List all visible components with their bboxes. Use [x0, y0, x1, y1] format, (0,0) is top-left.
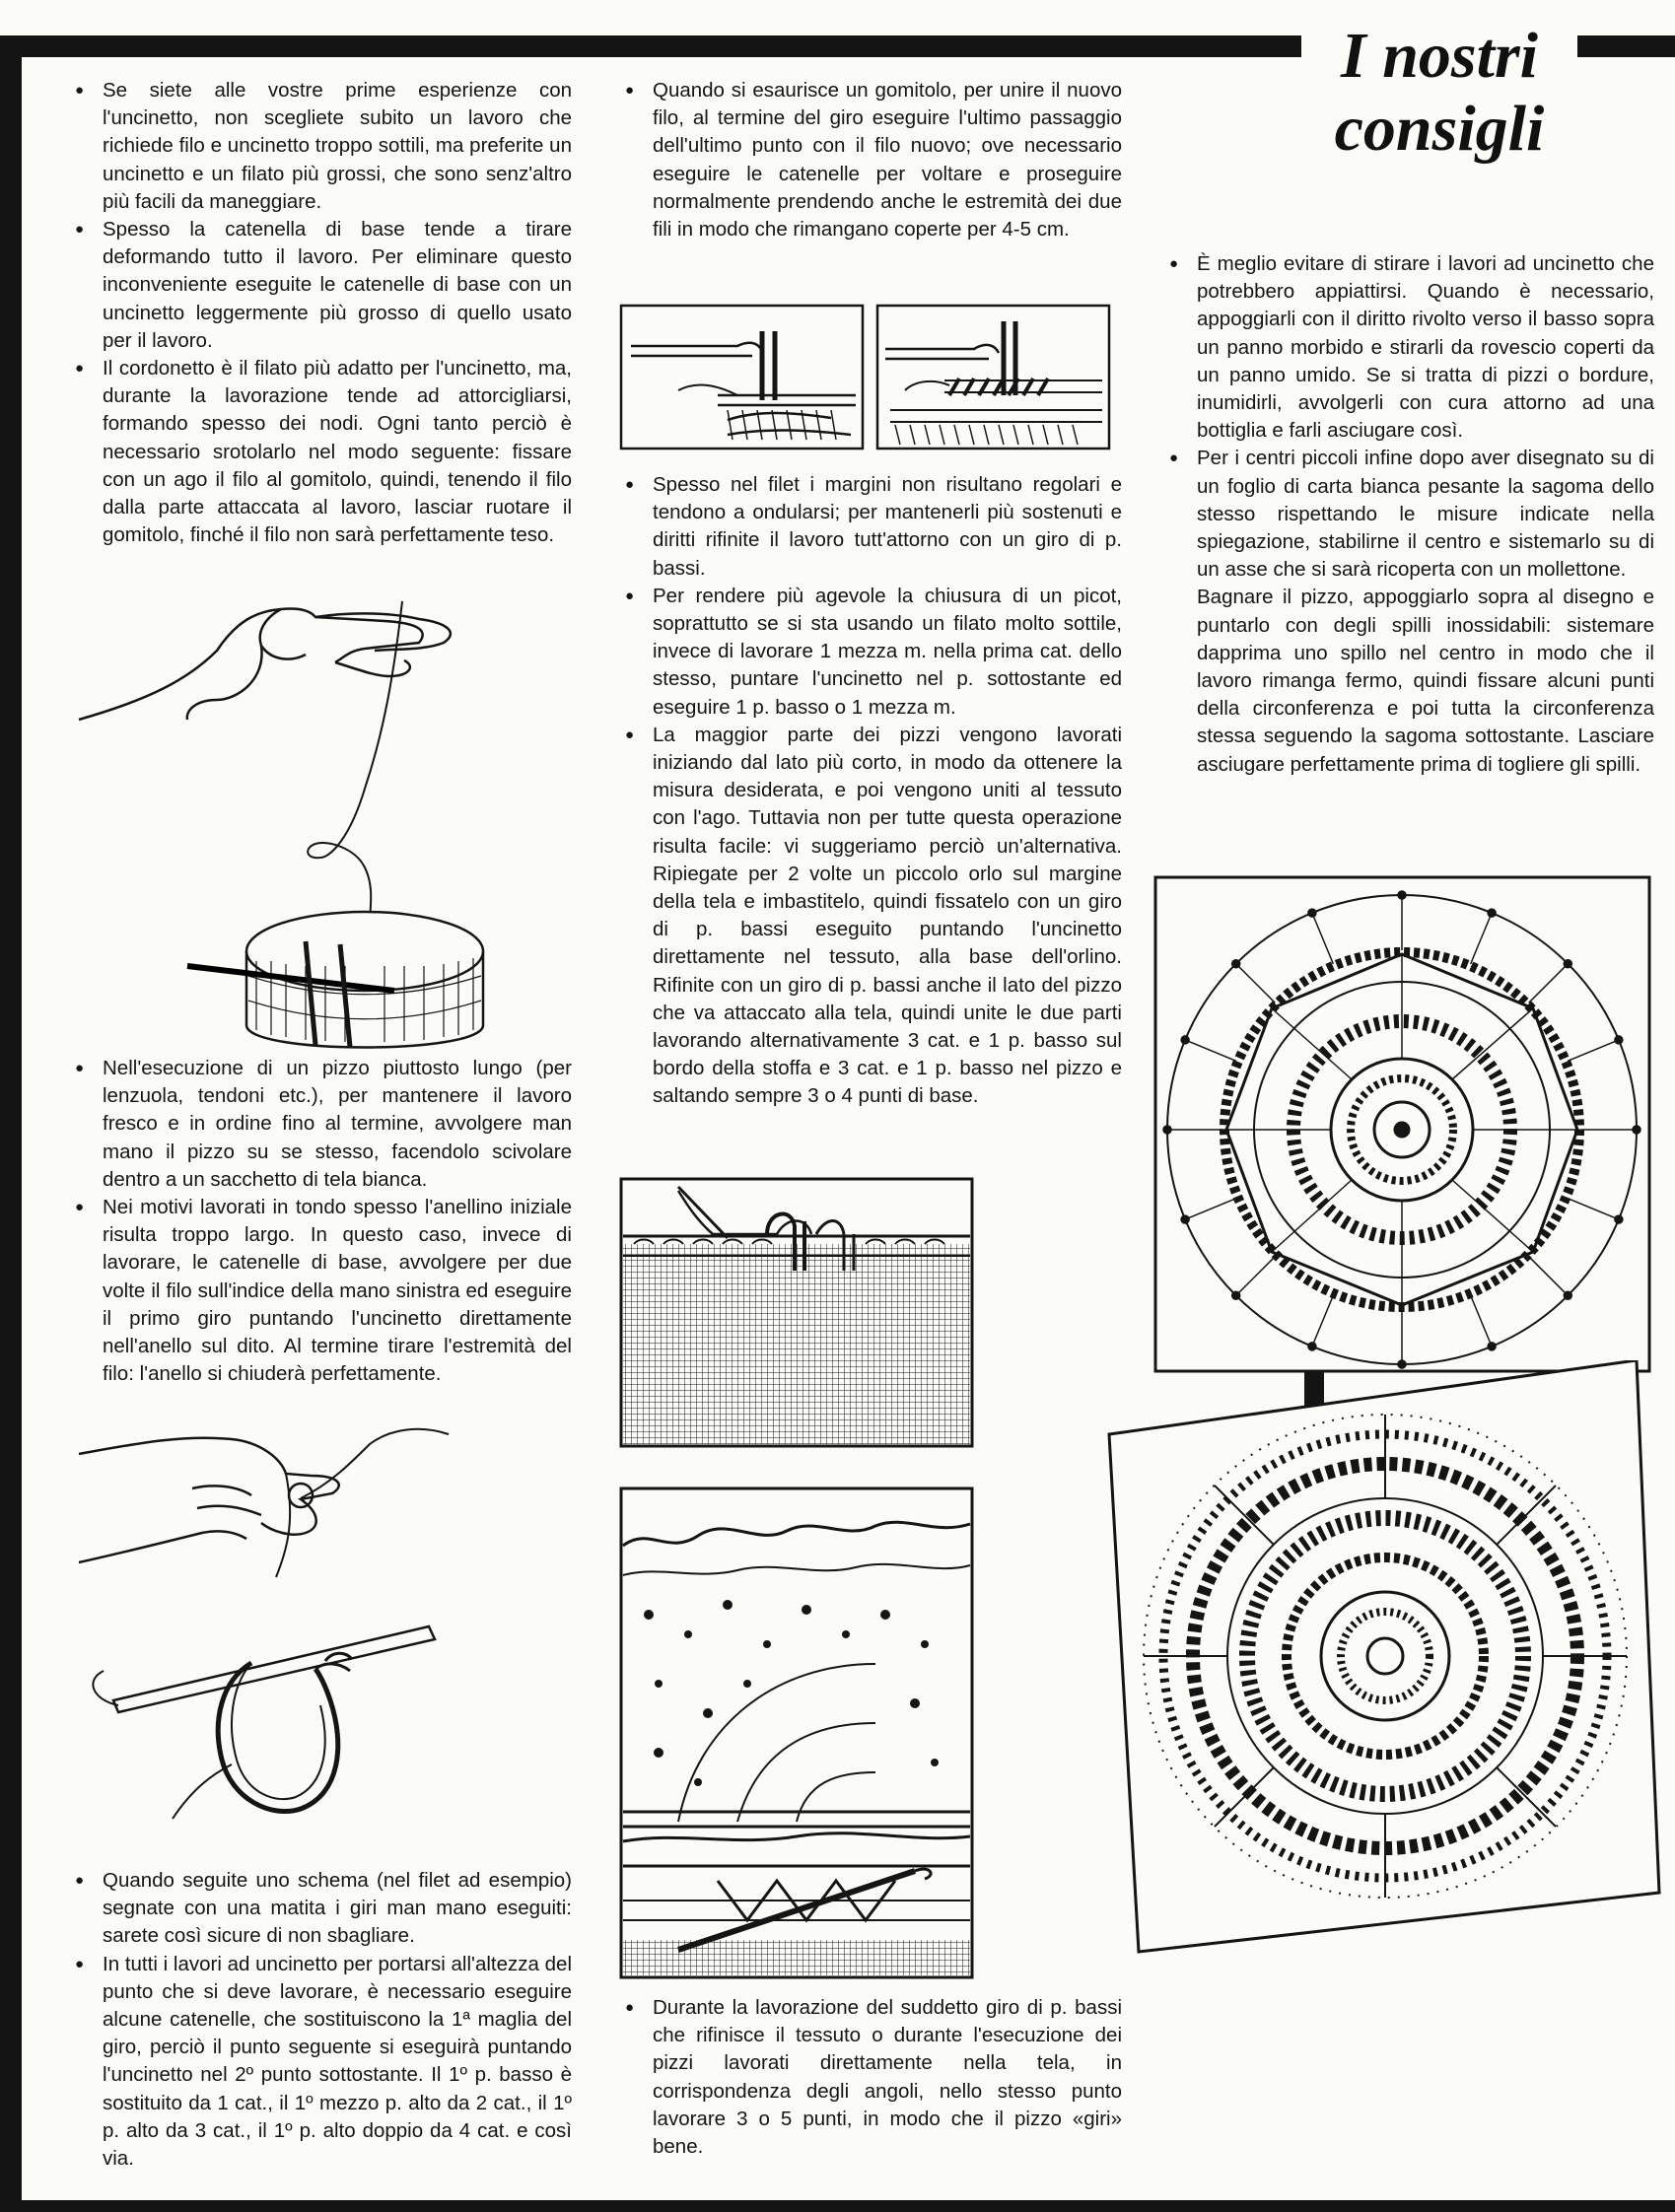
column-1-block-3	[69, 1867, 572, 2173]
pin-head	[1181, 1215, 1189, 1223]
tip-paragraph: Bagnare il pizzo, appoggiarlo sopra al disegno e puntarlo con degli spilli inossidabili: sistemare dapprima uno spillo nel centro in modo che il lavoro rimanga fermo, quindi fissare alcuni punti della circonferenza e poi tutta la circonferenza stessa seguendo la sagoma sottostante. Lasciare asciugare perfettamente prima di togliere gli spilli.	[1197, 586, 1654, 776]
tip-item: ● Per rendere più agevole la chiusura di un picot, soprattutto se si sta usando un filato molto sottile, invece di lavorare 1 mezza m. nella prima cat. dello stesso, puntare l'uncinetto nel p. sottostante ed eseguire 1 p. basso o 1 mezza m.	[619, 583, 1122, 722]
title-line-2: consigli	[1334, 93, 1545, 165]
blocked-doily-illustration	[1153, 875, 1651, 1373]
tip-item: ● Se siete alle vostre prime esperienze con l'uncinetto, non scegliete subito un lavoro che richiede filo e uncinetto troppo sottili, ma preferite un uncinetto e un filato più grossi, che sono senz'altro più facili da maneggiare.	[69, 77, 572, 216]
new-thread-illustrations	[619, 302, 1112, 454]
tip-item: ● Per i centri piccoli infine dopo aver disegnato su di un foglio di carta bianca pesante la sagoma dello stesso rispettando le misure indicate nella spiegazione, stabilirne il centro e sistemarlo su di un asse che si sarà ricoperta con un mollettone.	[1163, 445, 1654, 584]
pin-head	[1232, 1291, 1240, 1299]
finger-ring-illustration	[74, 1405, 567, 1848]
lace-joining-illustration	[619, 1486, 974, 1979]
column-2-block-2	[619, 471, 1122, 1111]
pin-head	[1615, 1215, 1623, 1223]
bottom-rule	[0, 2200, 1675, 2212]
top-rule	[0, 35, 1301, 57]
tip-item: ● Durante la lavorazione del suddetto giro di p. bassi che rifinisce il tessuto o durante l'esecuzione dei pizzi lavorati direttamente nella tela, in corrispondenza degli angoli, nello stesso punto lavorare 3 o 5 punti, in modo che il pizzo «giri» bene.	[619, 1994, 1122, 2161]
fabric-edge-illustration	[619, 1177, 974, 1448]
tip-item: ● Spesso nel filet i margini non risultano regolari e tendono a ondularsi; per mantenerli più sostenuti e diritti rifinite il lavoro tutt'attorno con un giro di p. bassi.	[619, 471, 1122, 583]
tip-item: ● Il cordonetto è il filato più adatto per l'uncinetto, ma, durante la lavorazione tende ad attorcigliarsi, formando spesso dei nodi. Ogni tanto perciò è necessario srotolarlo nel modo seguente: fissare con un ago il filo al gomitolo, quindi, tenendo il filo dalla parte attaccata al lavoro, lasciar ruotare il gomitolo, finché il filo non sarà perfettamente teso.	[69, 355, 572, 549]
pin-head	[1615, 1036, 1623, 1044]
column-1-block-2	[69, 1055, 572, 1388]
left-rule	[0, 35, 22, 2212]
column-2-block-3	[619, 1994, 1122, 2161]
pin-head	[1488, 909, 1496, 917]
pin-head	[1564, 1291, 1571, 1299]
tip-item: ● Quando si esaurisce un gomitolo, per unire il nuovo filo, al termine del giro eseguire l'ultimo passaggio dell'ultimo punto con il filo nuovo; ove necessario eseguire le catenelle per voltare e proseguire normalmente prendendo anche le estremità dei due fili in modo che rimangano coperte per 4-5 cm.	[619, 77, 1122, 243]
tip-item: ● In tutti i lavori ad uncinetto per portarsi all'altezza del punto che si deve lavorare, è necessario eseguire alcune catenelle, che sostituiscono la 1ª maglia del giro, perciò il punto seguente si eseguirà puntando l'uncinetto nel 2º punto sottostante. Il 1º p. basso è sostituito da 1 cat., il 1º mezzo p. alto da 2 cat., il 1º p. alto da 3 cat., il 1º p. alto doppio da 4 cat. e così via.	[69, 1951, 572, 2174]
page-title	[1282, 20, 1597, 166]
tip-item: ● Spesso la catenella di base tende a tirare deformando tutto il lavoro. Per eliminare questo inconveniente eseguite le catenelle di base con un uncinetto leggermente più grosso di quello usato per il lavoro.	[69, 216, 572, 355]
tip-item: ● Nei motivi lavorati in tondo spesso l'anellino iniziale risulta troppo largo. In questo caso, invece di lavorare, le catenelle di base, avvolgere per due volte il filo sull'indice della mano sinistra ed eseguire il primo giro puntando l'uncinetto direttamente nell'anello sul dito. Al termine tirare l'estremità del filo: l'anello si chiuderà perfettamente.	[69, 1194, 572, 1388]
tip-item: ● Nell'esecuzione di un pizzo piuttosto lungo (per lenzuola, tendoni etc.), per mantenere il lavoro fresco e in ordine fino al termine, avvolgere man mano il pizzo su se stesso, facendolo scivolare dentro a un sacchetto di tela bianca.	[69, 1055, 572, 1194]
pin-head	[1398, 891, 1406, 899]
ball-unwinding-illustration	[69, 552, 582, 1065]
column-1-block-1	[69, 77, 572, 549]
pin-head	[1564, 960, 1571, 968]
pin-head	[1163, 1126, 1171, 1134]
pin-head	[1308, 909, 1316, 917]
tip-item: ● È meglio evitare di stirare i lavori ad uncinetto che potrebbero appiattirsi. Quando è necessario, appoggiarli con il diritto rivolto verso il basso sopra un panno morbido e stirarli da rovescio coperti da un panno umido. Se si tratta di pizzi o bordure, inumidirli, avvolgerli con cura attorno ad una bottiglia e farli asciugare così.	[1163, 250, 1654, 445]
pin-head	[1633, 1126, 1640, 1134]
column-3-text	[1163, 250, 1654, 779]
tip-item: ● Quando seguite uno schema (nel filet ad esempio) segnate con una matita i giri man mano eseguiti: sarete così sicure di non sbagliare.	[69, 1867, 572, 1951]
pin-head	[1232, 960, 1240, 968]
title-line-1: I nostri	[1341, 20, 1538, 92]
tip-item: ● La maggior parte dei pizzi vengono lavorati iniziando dal lato più corto, in modo da ottenere la misura desiderata, e poi vengono uniti al tessuto con l'ago. Tuttavia non per tutte questa operazione risulta facile: vi suggeriamo perciò un'alternativa. Ripiegate per 2 volte un piccolo orlo sul margine della tela e imbastitelo, quindi fissatelo con un giro di p. bassi eseguito puntando l'uncinetto direttamente nel tessuto, alla base dell'orlino. Rifinite con un giro di p. bassi anche il lato del pizzo che va attaccato alla tela, quindi unite le due parti lavorando alternativamente 3 cat. e 1 p. basso sul bordo della stoffa e 3 cat. e 1 p. basso nel pizzo e saltando sempre 3 o 4 punti di base.	[619, 722, 1122, 1111]
column-2-block-1	[619, 77, 1122, 243]
pin-head	[1488, 1343, 1496, 1350]
pin-head	[1308, 1343, 1316, 1350]
pin-head	[1181, 1036, 1189, 1044]
doily-photo-illustration	[1070, 1360, 1661, 1962]
